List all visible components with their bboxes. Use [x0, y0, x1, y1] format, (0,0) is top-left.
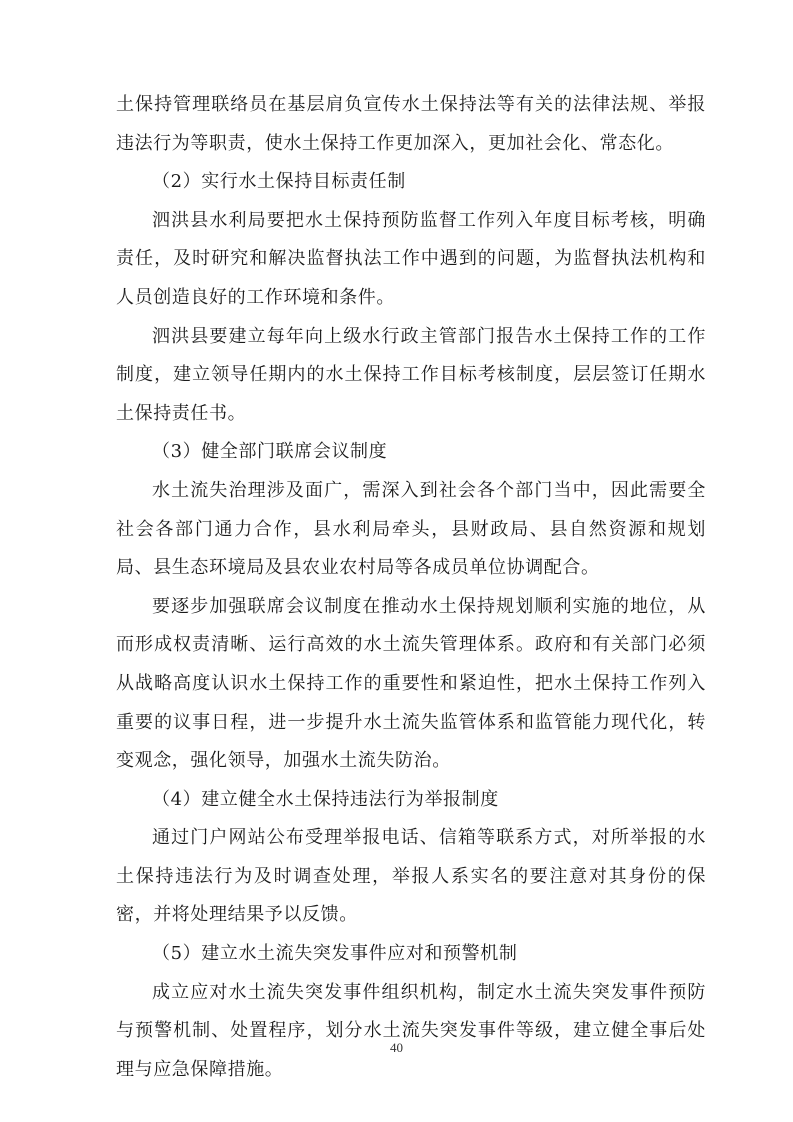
paragraph: 要逐步加强联席会议制度在推动水土保持规划顺利实施的地位，从而形成权责清晰、运行高效的水土流失管理体系。政府和有关部门必须从战略高度认识水土保持工作的重要性和紧迫性，把水土保持工作列入重要的议事日程，进一步提升水土流失监管体系和监管能力现代化，转变观念，强化领导，加强水土流失防治。	[116, 595, 706, 772]
section-heading: （5）建立水土流失突发事件应对和预警机制	[152, 943, 518, 965]
paragraph: 土保持管理联络员在基层肩负宣传水土保持法等有关的法律法规、举报违法行为等职责，使水土保持工作更加深入，更加社会化、常态化。	[116, 94, 706, 154]
paragraph: 泗洪县水利局要把水土保持预防监督工作列入年度目标考核，明确责任，及时研究和解决监督执法工作中遇到的问题，为监督执法机构和人员创造良好的工作环境和条件。	[116, 209, 706, 308]
document-body	[116, 86, 706, 1089]
paragraph: 成立应对水土流失突发事件组织机构，制定水土流失突发事件预防与预警机制、处置程序，划分水土流失突发事件等级，建立健全事后处理与应急保障措施。	[116, 981, 706, 1080]
paragraph: 水土流失治理涉及面广，需深入到社会各个部门当中，因此需要全社会各部门通力合作，县水利局牵头，县财政局、县自然资源和规划局、县生态环境局及县农业农村局等各成员单位协调配合。	[116, 479, 706, 579]
section-heading: （3）健全部门联席会议制度	[152, 441, 388, 463]
paragraph: 泗洪县要建立每年向上级水行政主管部门报告水土保持工作的工作制度，建立领导任期内的水土保持工作目标考核制度，层层签订任期水土保持责任书。	[116, 325, 706, 424]
page-number: 40	[390, 1040, 403, 1055]
paragraph: 通过门户网站公布受理举报电话、信箱等联系方式，对所举报的水土保持违法行为及时调查处理，举报人系实名的要注意对其身份的保密，并将处理结果予以反馈。	[116, 827, 706, 926]
section-heading: （2）实行水土保持目标责任制	[152, 171, 406, 193]
section-heading: （4）建立健全水土保持违法行为举报制度	[152, 788, 499, 810]
